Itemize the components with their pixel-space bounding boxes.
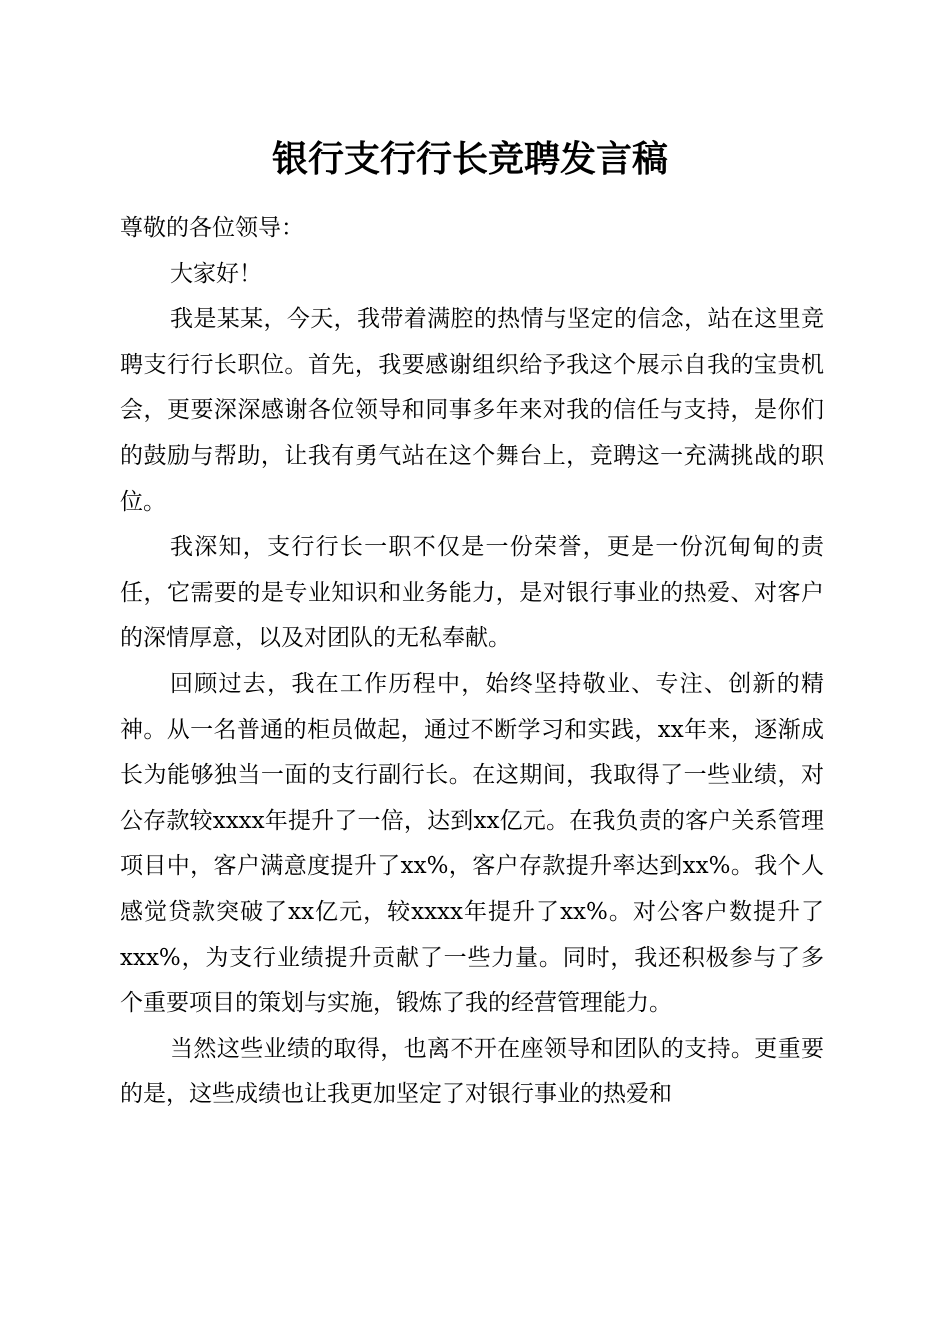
paragraph-greeting: 大家好！	[170, 260, 262, 287]
salutation: 尊敬的各位领导：	[120, 215, 304, 241]
paragraph-introduction: 我是某某，今天，我带着满腔的热情与坚定的信念，站在这里竞聘支行行长职位。首先，我要感谢组织给予我这个展示自我的宝贵机会，更要深深感谢各位领导和同事多年来对我的信任与支持，是你们的鼓励与帮助，让我有勇气站在这个舞台上，竞聘这一充满挑战的职位。	[120, 306, 824, 515]
paragraph-achievements: 回顾过去，我在工作历程中，始终坚持敬业、专注、创新的精神。从一名普通的柜员做起，通过不断学习和实践，xx年来，逐渐成长为能够独当一面的支行副行长。在这期间，我取得了一些业绩，对公存款较xxxx年提升了一倍，达到xx亿元。在我负责的客户关系管理项目中，客户满意度提升了xx%，客户存款提升率达到xx%。我个人感觉贷款突破了xx亿元，较xxxx年提升了xx%。对公客户数提升了xxx%，为支行业绩提升贡献了一些力量。同时，我还积极参与了多个重要项目的策划与实施，锻炼了我的经营管理能力。	[120, 670, 824, 1017]
document-body	[120, 206, 824, 1118]
document-title: 银行支行行长竞聘发言稿	[271, 138, 668, 180]
paragraph-gratitude: 当然这些业绩的取得，也离不开在座领导和团队的支持。更重要的是，这些成绩也让我更加坚定了对银行事业的热爱和	[120, 1035, 824, 1108]
paragraph-responsibility: 我深知，支行行长一职不仅是一份荣誉，更是一份沉甸甸的责任，它需要的是专业知识和业务能力，是对银行事业的热爱、对客户的深情厚意，以及对团队的无私奉献。	[120, 534, 824, 652]
